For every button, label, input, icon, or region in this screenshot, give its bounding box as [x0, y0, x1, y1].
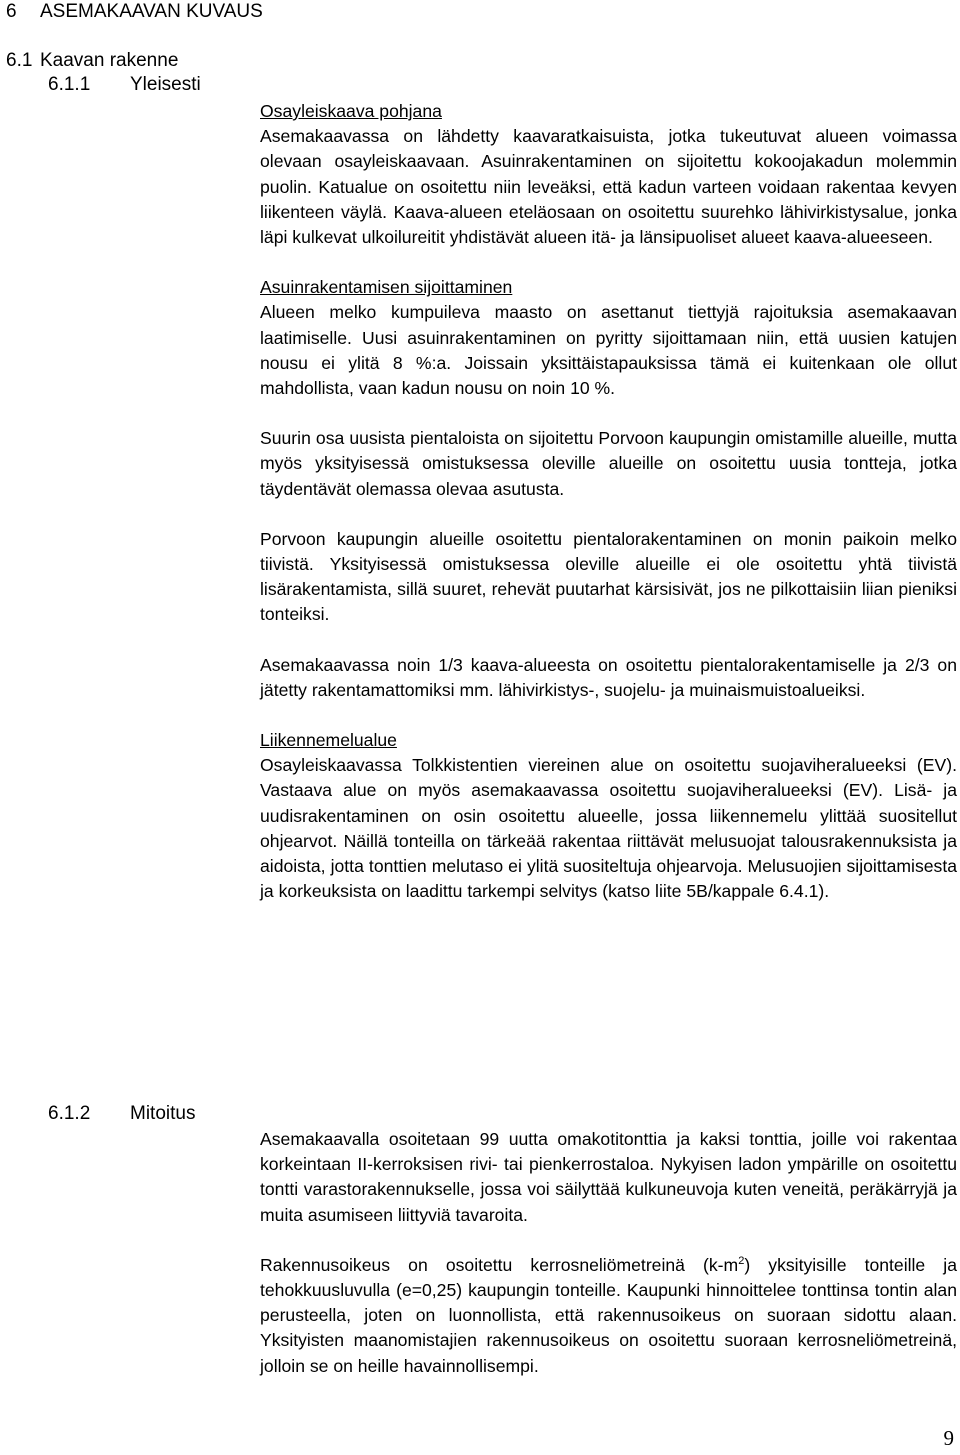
- paragraph: [260, 1127, 957, 1228]
- paragraph: [260, 275, 957, 401]
- subsection-number: 6.1.1: [48, 74, 91, 95]
- section-number: 6.1: [6, 50, 33, 71]
- paragraph: [260, 99, 957, 250]
- paragraph: [260, 653, 957, 703]
- paragraph-text: ) yksityisille tonteille ja tehokkuusluvulla (e=0,25) kaupungin tonteille. Kaupunki hinnoittelee tonttinsa tontin alan perusteella, joten on luonnollista, että rakennusoikeus on suoraan sidottu alaan. Yksityisten maanomistajien rakennusoikeus on osoitettu suoraan kerrosneliömetreinä, jolloin se on heille havainnollisempi.: [260, 1254, 957, 1376]
- section-title: Kaavan rakenne: [40, 50, 179, 71]
- chapter-number: 6: [6, 1, 17, 22]
- subsection-title: Yleisesti: [130, 74, 201, 95]
- paragraph: [260, 728, 957, 904]
- paragraph: [260, 527, 957, 628]
- paragraph-text: Asemakaavalla osoitetaan 99 uutta omakotitonttia ja kaksi tonttia, joille voi rakentaa korkeintaan II-kerroksisen rivi- tai pienkerrostaloa. Nykyisen ladon ympärille on osoitettu tontti varastorakennukselle, jossa voi säilyttää kulkuneuvoja kuten veneitä, peräkärryjä ja muita asumiseen liittyviä tavaroita.: [260, 1129, 957, 1225]
- paragraph-text: Rakennusoikeus on osoitettu kerrosneliömetreinä (k-m: [260, 1254, 739, 1275]
- chapter-title: ASEMAKAAVAN KUVAUS: [40, 1, 263, 22]
- dims-text-block: [260, 1127, 957, 1379]
- paragraph-text: Alueen melko kumpuileva maasto on asettanut tiettyjä rajoituksia asemakaavan laatimiselle. Uusi asuinrakentaminen on pyritty sijoittamaan niin, että uusien katujen nousu ei ylitä 8 %:a. Joissain yksittäistapauksissa tämä ei kuitenkaan ole ollut mahdollista, vaan kadun nousu on noin 10 %.: [260, 302, 957, 399]
- paragraph-text: Suurin osa uusista pientaloista on sijoitettu Porvoon kaupungin omistamille alueille, mutta myös yksityisessä omistuksessa oleville alueille on osoitettu uusia tontteja, jotka täydentävät olemassa olevaa asutusta.: [260, 428, 957, 499]
- subsection-heading-dims: [48, 1102, 195, 1126]
- subsection-heading-general: [48, 73, 201, 97]
- paragraph: [260, 426, 957, 502]
- subsection-title: Mitoitus: [130, 1103, 196, 1124]
- paragraph-text: Asemakaavassa noin 1/3 kaava-alueesta on osoitettu pientalorakentamiselle ja 2/3 on jätetty rakentamattomiksi mm. lähivirkistys-, suojelu- ja muinaismuistoalueiksi.: [260, 654, 957, 700]
- paragraph-text: Osayleiskaavassa Tolkkistentien viereinen alue on osoitettu suojaviheralueeksi (EV). Vastaava alue on myös asemakaavassa osoitettu suojaviheralueeksi (EV). Lisä- ja uudisrakentaminen on osin osoitettu alueelle, jossa liikennemelu ylittää suositellut ohjearvot. Näillä tonteilla on tärkeää rakentaa riittävät melusuojat talousrakennuksista ja aidoista, jotta tonttien melutaso ei ylitä suositeltuja ohjearvoja. Melusuojien sijoittamisesta ja korkeuksista on laadittu tarkempi selvitys (katso liite 5B/kappale 6.4.1).: [260, 755, 957, 902]
- superscript: 2: [738, 1254, 745, 1267]
- subsection-number: 6.1.2: [48, 1103, 91, 1124]
- section-heading: [6, 49, 178, 73]
- paragraph-heading: Liikennemelualue: [260, 730, 397, 751]
- page-number: 9: [943, 1426, 954, 1450]
- paragraph-text: Asemakaavassa on lähdetty kaavaratkaisuista, jotka tukeutuvat alueen voimassa olevaan osayleiskaavaan. Asuinrakentaminen on sijoitettu kokoojakadun molemmin puolin. Katualue on osoitettu niin leveäksi, että kadun varteen voidaan rakentaa kevyen liikenteen väylä. Kaava-alueen eteläosaan on osoitettu suurehko lähivirkistysalue, jonka läpi kulkevat ulkoilureitit yhdistävät alueen itä- ja länsipuoliset alueet kaava-alueeseen.: [260, 126, 957, 248]
- paragraph: [260, 1253, 957, 1379]
- paragraph-heading: Osayleiskaava pohjana: [260, 101, 442, 121]
- paragraph-text: Porvoon kaupungin alueille osoitettu pientalorakentaminen on monin paikoin melko tiivistä. Yksityisessä omistuksessa oleville alueille ei ole osoitettu yhtä tiivistä lisärakentamista, sillä suuret, rehevät puutarhat kärsisivät, jos ne pilkottaisiin liian pieniksi tonteiksi.: [260, 528, 957, 625]
- general-text-block: [260, 99, 957, 904]
- paragraph-heading: Asuinrakentamisen sijoittaminen: [260, 277, 513, 298]
- chapter-heading: [6, 0, 263, 24]
